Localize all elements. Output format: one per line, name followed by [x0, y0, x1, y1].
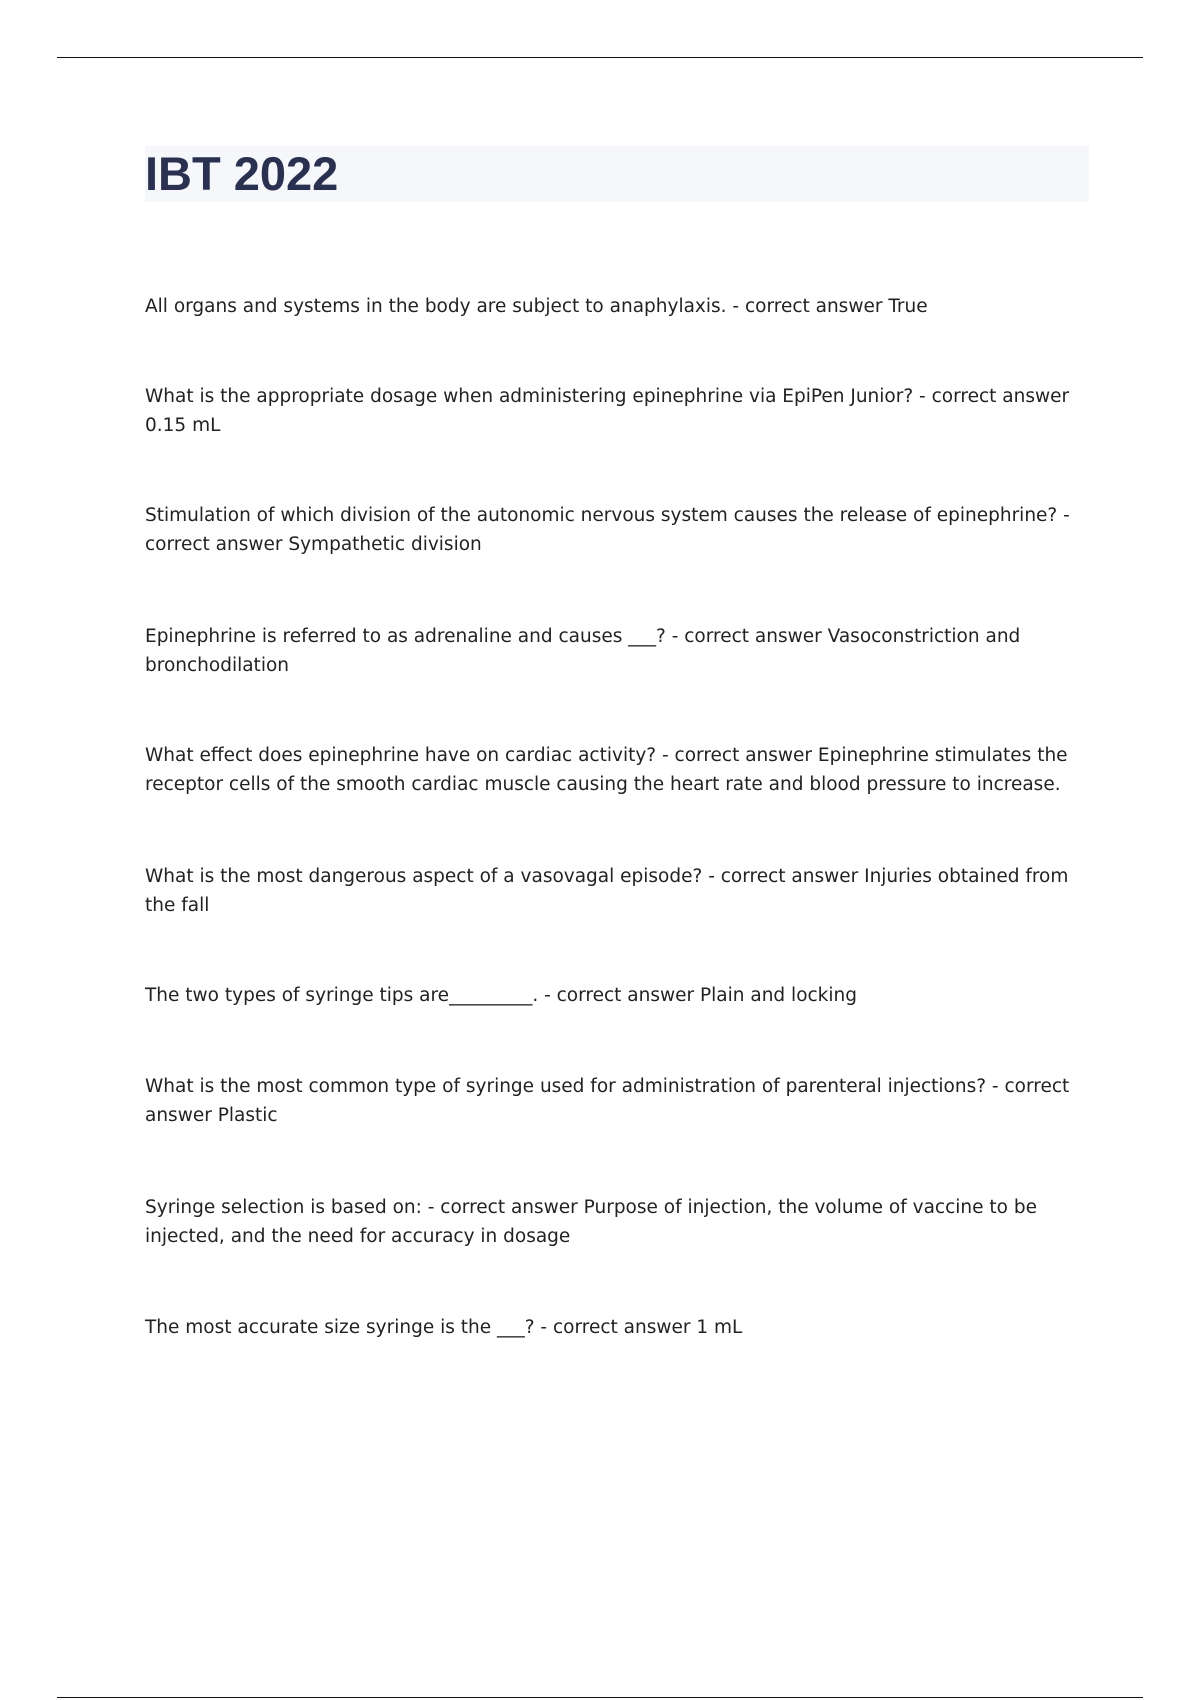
title-band [145, 146, 1089, 202]
bottom-rule [57, 1697, 1143, 1698]
qa-item-7: The two types of syringe tips are_________. - correct answer Plain and locking [145, 985, 858, 1006]
qa-item-4: Epinephrine is referred to as adrenaline and causes ___? - correct answer Vasoconstriction and bronchodilation [145, 626, 1021, 676]
qa-item-10: The most accurate size syringe is the ___? - correct answer 1 mL [145, 1317, 743, 1338]
qa-item-2: What is the appropriate dosage when administering epinephrine via EpiPen Junior? - correct answer 0.15 mL [145, 386, 1070, 436]
page-title: IBT 2022 [145, 147, 339, 200]
qa-item-9: Syringe selection is based on: - correct answer Purpose of injection, the volume of vaccine to be injected, and the need for accuracy in dosage [145, 1197, 1037, 1247]
qa-item-8: What is the most common type of syringe used for administration of parenteral injections? - correct answer Plastic [145, 1076, 1070, 1126]
qa-item-3: Stimulation of which division of the autonomic nervous system causes the release of epinephrine? - correct answer Sympathetic division [145, 505, 1070, 555]
qa-item-6: What is the most dangerous aspect of a vasovagal episode? - correct answer Injuries obtained from the fall [145, 866, 1069, 916]
qa-item-5: What effect does epinephrine have on cardiac activity? - correct answer Epinephrine stimulates the receptor cells of the smooth cardiac muscle causing the heart rate and blood pressure to increase. [145, 745, 1068, 795]
qa-item-1: All organs and systems in the body are subject to anaphylaxis. - correct answer True [145, 296, 928, 317]
top-rule [57, 57, 1143, 58]
